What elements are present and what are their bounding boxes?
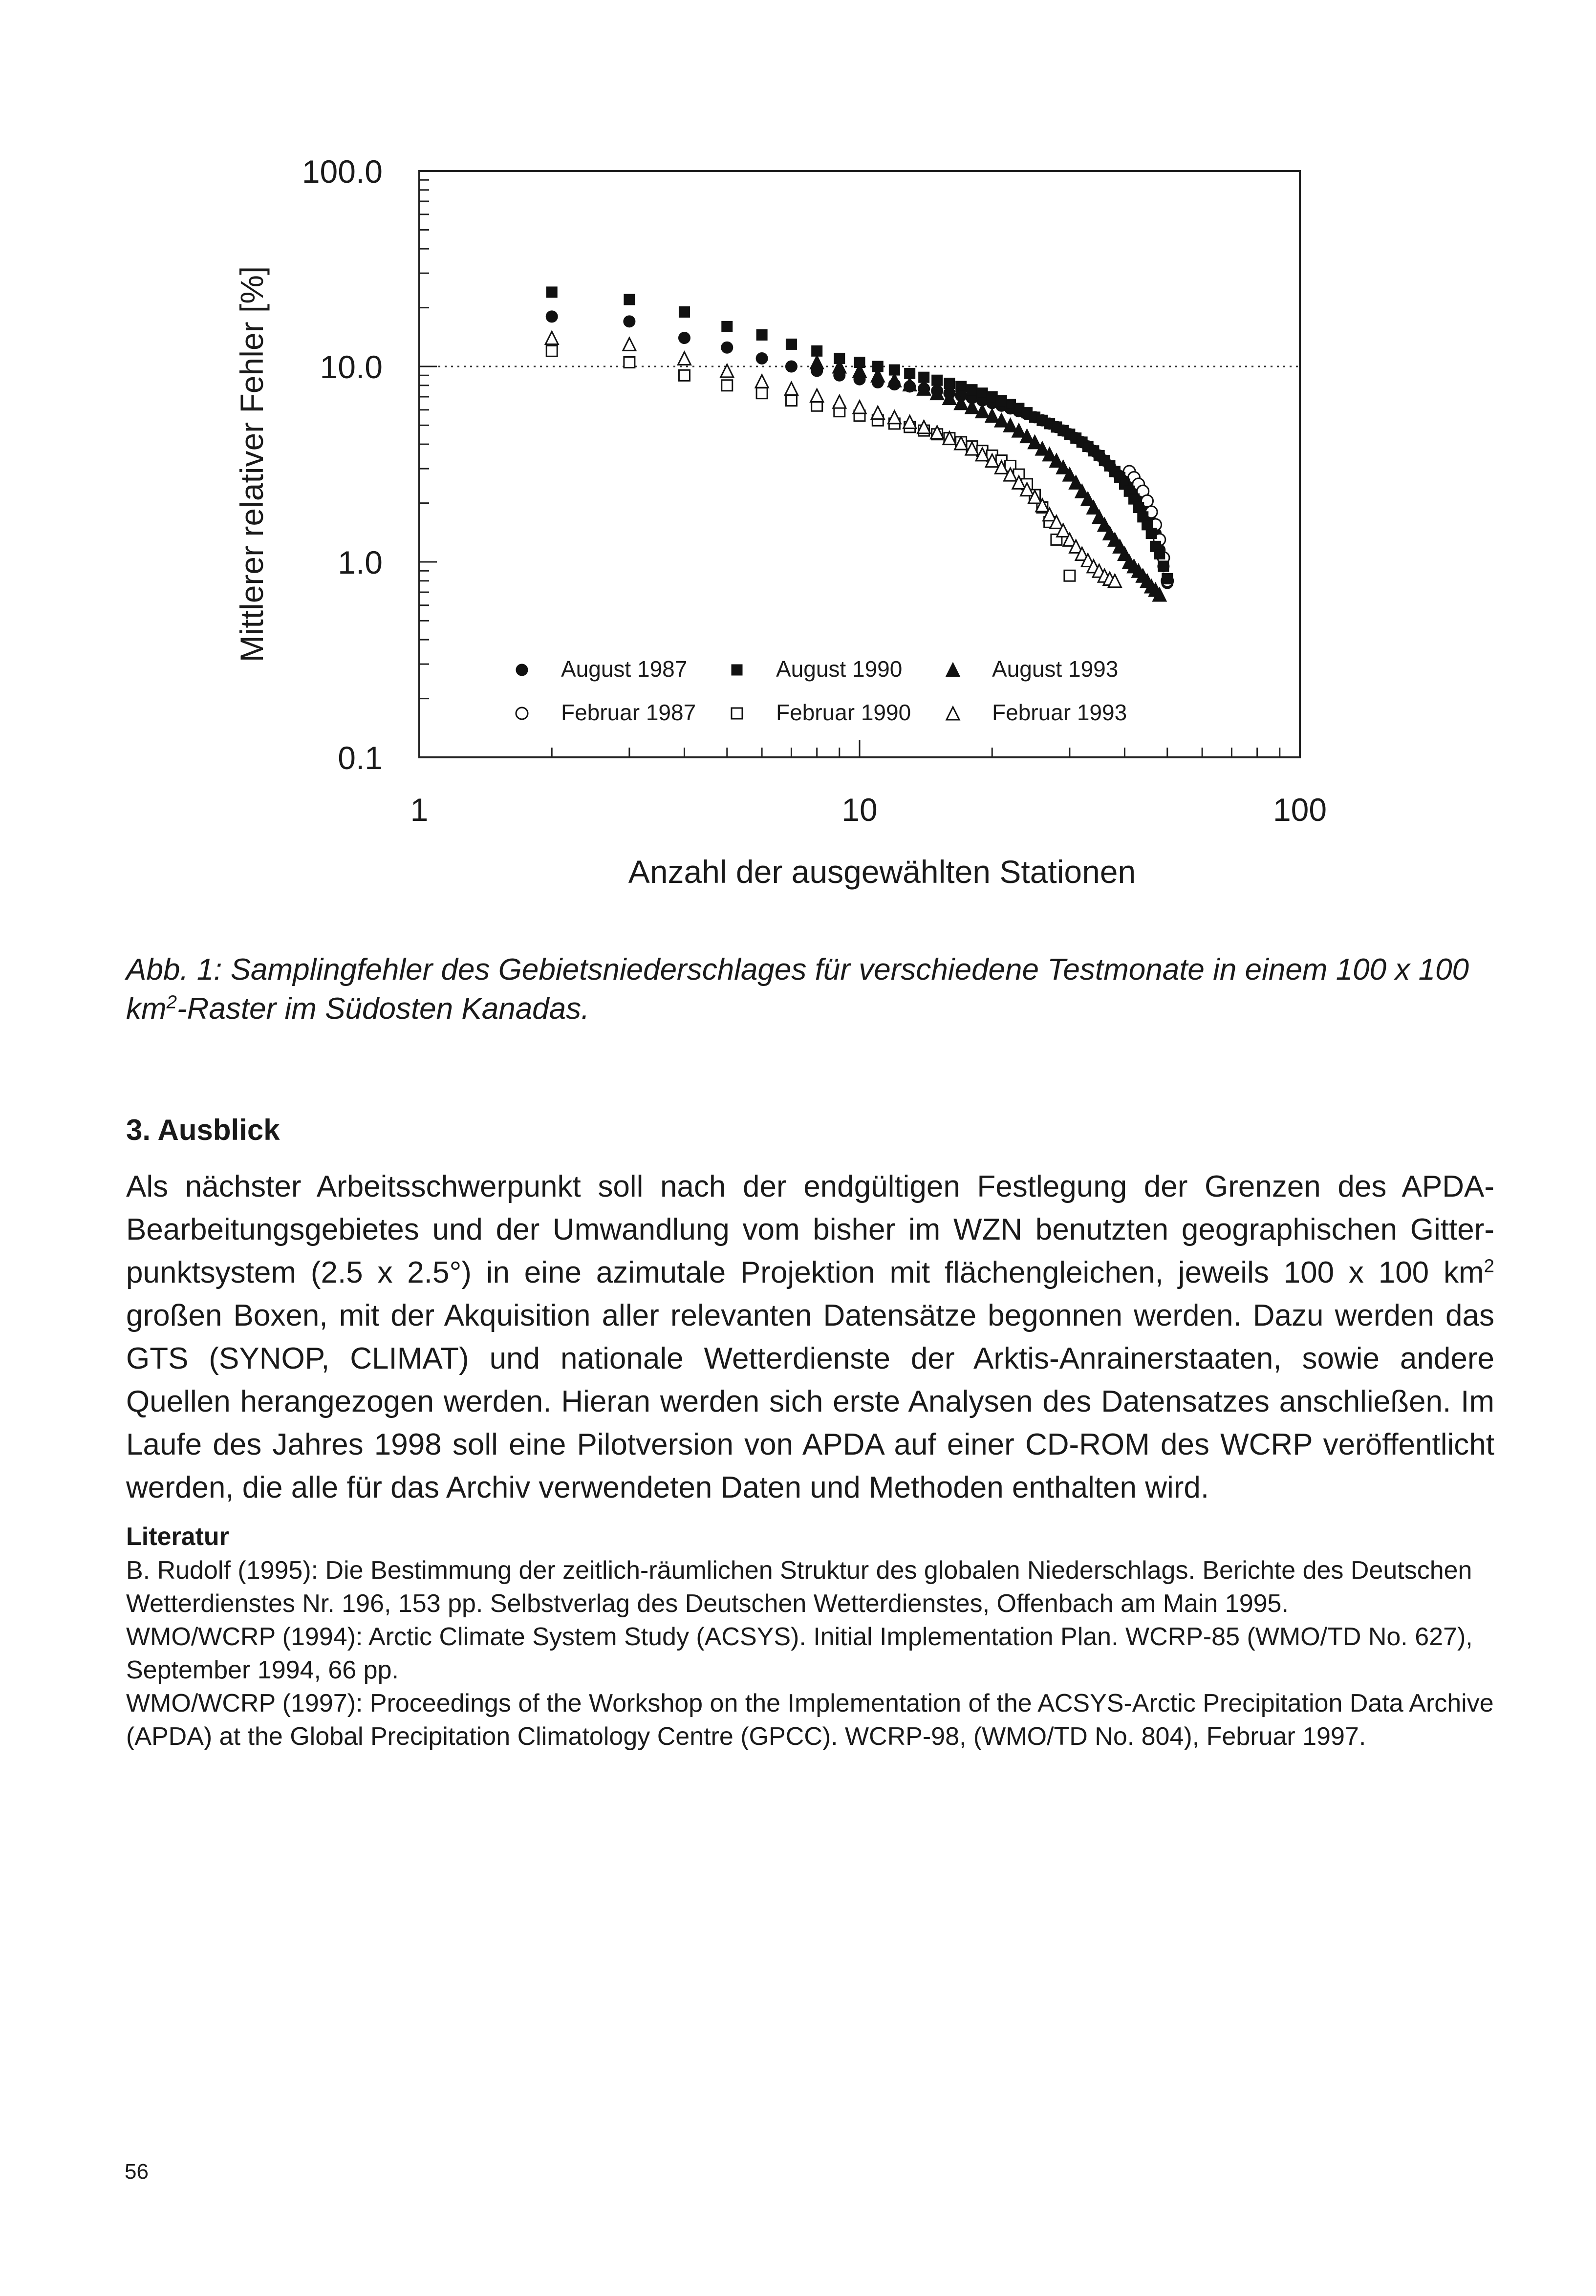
legend-marker xyxy=(947,664,959,676)
data-point xyxy=(679,307,689,317)
y-tick-label: 0.1 xyxy=(338,740,383,776)
y-tick-label: 100.0 xyxy=(302,153,383,190)
data-point xyxy=(786,339,796,349)
x-tick-label: 10 xyxy=(841,792,878,828)
data-point xyxy=(977,388,987,398)
x-tick-label: 100 xyxy=(1272,792,1327,828)
data-point xyxy=(624,316,635,327)
data-point xyxy=(1159,561,1168,571)
reference-item: B. Rudolf (1995): Die Bestimmung der zeitlich-räumlichen Struktur des globalen Niederschlags. Berichte des Deutschen Wetterdienstes Nr. 196, 153 pp. Selbstverlag des Deutschen Wetterdienstes, Offenbach am Main 1995. xyxy=(126,1556,1472,1618)
data-point xyxy=(811,356,823,369)
data-point xyxy=(625,295,634,304)
body-superscript: 2 xyxy=(1484,1255,1494,1277)
caption-text: Abb. 1: Samplingfehler des Gebietsniederschlages für verschiedene Testmonate in einem 100 x 100 km xyxy=(126,953,1469,1026)
legend-item xyxy=(732,656,902,682)
data-point xyxy=(546,345,557,356)
data-point xyxy=(1146,529,1156,538)
x-axis-title: Anzahl der ausgewählten Stationen xyxy=(628,854,1136,890)
data-point xyxy=(987,392,997,402)
data-point xyxy=(623,338,636,350)
data-point xyxy=(785,382,798,395)
body-text-part: Als nächster Arbeitsschwerpunkt soll nach der endgültigen Festlegung der Grenzen des APDA-Bearbeitungsgebietes und der Umwandlung vom bisher im WZN benutzten geographischen Gitter-punktsystem (2.5 x 2.5°) in eine azimutale Projektion mit flächengleichen, jeweils 100 x 100 km xyxy=(126,1170,1494,1289)
data-point xyxy=(756,388,767,399)
data-point xyxy=(967,385,977,395)
data-point xyxy=(871,407,884,419)
x-tick-label: 1 xyxy=(410,792,429,828)
series-februar-1993 xyxy=(545,332,1121,587)
data-point xyxy=(545,332,558,344)
section-heading: 3. Ausblick xyxy=(126,1114,280,1146)
legend-item xyxy=(732,700,911,725)
legend-item xyxy=(947,700,1127,725)
data-point xyxy=(755,375,768,387)
data-point xyxy=(679,333,690,343)
data-point xyxy=(966,401,978,413)
legend-label: August 1990 xyxy=(776,656,903,682)
legend-label: Februar 1990 xyxy=(776,700,911,725)
figure-chart xyxy=(0,0,1596,928)
data-point xyxy=(679,370,690,381)
legend-label: Februar 1993 xyxy=(992,700,1127,725)
data-point xyxy=(1134,502,1143,512)
data-point xyxy=(1064,570,1075,581)
data-point xyxy=(547,287,557,297)
legend-item xyxy=(947,656,1118,682)
legend-label: August 1987 xyxy=(561,656,688,682)
data-point xyxy=(722,380,733,391)
y-tick-label: 1.0 xyxy=(338,544,383,580)
data-point xyxy=(624,357,635,368)
y-axis-title: Mittlerer relativer Fehler [%] xyxy=(234,266,270,663)
references-list xyxy=(126,1554,1494,1753)
reference-item: WMO/WCRP (1997): Proceedings of the Workshop on the Implementation of the ACSYS-Arctic Precipitation Data Archive (APDA) at the Global Precipitation Climatology Centre (GPCC). WCRP-98, (WMO/TD No. 804), Februar 1997. xyxy=(126,1689,1494,1751)
section-body xyxy=(126,1165,1494,1509)
legend-item xyxy=(517,656,687,682)
data-point xyxy=(722,322,732,331)
page-number: 56 xyxy=(125,2160,149,2184)
legend-marker xyxy=(516,708,528,719)
data-point xyxy=(678,352,690,365)
data-point xyxy=(853,401,866,413)
legend-label: Februar 1987 xyxy=(561,700,696,725)
legend-marker xyxy=(732,708,742,719)
legend-marker xyxy=(517,665,527,675)
data-point xyxy=(722,342,733,353)
caption-superscript: 2 xyxy=(166,991,177,1013)
references-heading: Literatur xyxy=(126,1523,229,1551)
series-august-1990 xyxy=(547,287,1172,584)
data-point xyxy=(945,378,954,388)
body-text-part: großen Boxen, mit der Akquisition aller relevanten Datensätze begonnen werden. Dazu werden das GTS (SYNOP, CLIMAT) und nationale Wetterdienste der Arktis-Anrainerstaaten, sowie andere Quellen herangezogen werden. Hieran werden sich erste Analysen des Datensatzes anschließen. Im Laufe des Jahres 1998 soll eine Pilotversion von APDA auf einer CD-ROM des WCRP veröffentlicht werden, die alle für das Archiv verwendeten Daten und Methoden enthalten wird. xyxy=(126,1299,1494,1504)
reference-item: WMO/WCRP (1994): Arctic Climate System Study (ACSYS). Initial Implementation Plan. WCRP-85 (WMO/TD No. 627), September 1994, 66 pp. xyxy=(126,1623,1473,1684)
y-tick-label: 10.0 xyxy=(320,349,383,385)
data-point xyxy=(932,375,942,385)
data-point xyxy=(1155,549,1165,558)
data-point xyxy=(1163,574,1172,583)
data-point xyxy=(811,389,823,402)
data-point xyxy=(786,361,797,372)
data-point xyxy=(956,382,966,391)
data-point xyxy=(546,311,557,322)
data-point xyxy=(888,411,901,424)
figure-caption xyxy=(126,950,1494,1029)
data-point xyxy=(786,395,797,406)
legend-label: August 1993 xyxy=(992,656,1119,682)
data-point xyxy=(833,395,846,408)
data-point xyxy=(757,330,767,340)
legend-item xyxy=(516,700,696,725)
data-point xyxy=(756,353,767,364)
caption-text-end: -Raster im Südosten Kanadas. xyxy=(177,992,590,1026)
legend-marker xyxy=(732,665,742,675)
legend-marker xyxy=(947,707,959,720)
